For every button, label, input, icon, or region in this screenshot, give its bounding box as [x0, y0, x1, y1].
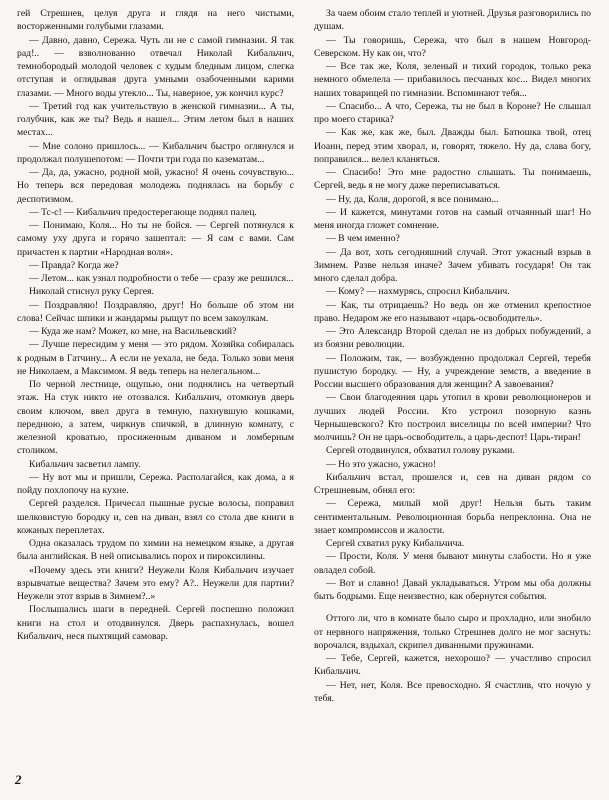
paragraph: По черной лестнице, ощупью, они поднялись на четвертый этаж. На стук никто не отозвался. Кибальчич, отомкнув дверь своим ключом, ввел друга в темную, пахнувшую кошками, переднюю, а затем, чиркнув спичкой, в длинную комнату, с железной кроватью, просиженным диваном и ломберным столиком.	[17, 379, 294, 457]
paragraph: — Куда же нам? Может, ко мне, на Васильевский?	[29, 326, 237, 337]
left-column	[17, 7, 294, 643]
paragraph: — Как же, как же, был. Дважды был. Батюшка твой, отец Иоанн, перед этим хворал, и, говорят, тяжело. Ну да, слава богу, поправился... велел кланяться.	[314, 127, 591, 165]
paragraph: — Мне солоно пришлось... — Кибальчич быстро оглянулся и продолжал полушепотом: — Почти три года по казематам...	[17, 140, 294, 165]
paragraph: — Ну, да, Коля, дорогой, я все понимаю...	[326, 193, 499, 205]
paragraph: — Да вот, хоть сегодняшний случай. Этот ужасный взрыв в Зимнем. Разве нельзя иначе? Зачем убивать государя! Он так много сделал добра.	[314, 246, 591, 284]
paragraph: Послышались шаги в передней. Сергей поспешно положил книги на стол и отодвинулся. Дверь распахнулась, вошел Кибальчич, неся пыхтящий самовар.	[17, 604, 294, 642]
paragraph: — Тебе, Сергей, кажется, нехорошо? — участливо спросил Кибальчич.	[314, 653, 591, 678]
paragraph: — Кому? — нахмурясь, спросил Кибальчич.	[326, 286, 510, 298]
paragraph: — Ты говоришь, Сережа, что был в нашем Новгород-Северском. Ну как он, что?	[314, 34, 591, 59]
paragraph: — В чем именно?	[326, 233, 400, 245]
paragraph: — Лучше пересидим у меня — это рядом. Хозяйка собиралась к родным в Гатчину... А если не уехала, не беда. Только зови меня не Николаем, а Максимом. Я ведь теперь на нелегальном...	[17, 339, 294, 377]
page-number: 2	[15, 772, 22, 787]
paragraph: — Правда? Когда же?	[29, 259, 119, 271]
paragraph: — Поздравляю! Поздравляю, друг! Но больше об этом ни слова! Сейчас шпики и жандармы рыщут по всем закоулкам.	[17, 299, 294, 324]
right-column	[314, 7, 591, 705]
paragraph: — Третий год как учительствую в женской гимназии... А ты, голубчик, как же ты? Ведь я нашел... Этим летом был в наших местах...	[17, 100, 294, 139]
paragraph: гей Стрешнев, целуя друга и глядя на него чистыми, восторженными голубыми глазами.	[17, 8, 294, 33]
paragraph: — Летом... как узнал подробности о тебе — сразу же решился...	[29, 273, 294, 284]
paragraph: Сергей отодвинулся, обхватил голову руками.	[326, 445, 515, 457]
paragraph: — Тс-с! — Кибальчич предостерегающе поднял палец.	[29, 206, 257, 218]
paragraph: — Это Александр Второй сделал не из добрых побуждений, а из боязни революции.	[314, 326, 591, 351]
paragraph: — Сережа, милый мой друг! Нельзя быть таким сентиментальным. Революционная борьба непреклонна. Она не знает компромиссов и жалости.	[314, 498, 591, 536]
paragraph: Сергей разделся. Причесал пышные русые волосы, поправил шелковистую бородку и, сев на диван, взял со стола две книги в кожаных переплетах.	[17, 498, 294, 536]
paragraph: Оттого ли, что в комнате было сыро и прохладно, или знобило от нервного напряжения, только Стрешнев долго не мог заснуть: ворочался, вздыхал, скрипел диванными пружинами.	[314, 613, 591, 651]
paragraph: Сергей схватил руку Кибальчича.	[326, 538, 465, 549]
paragraph: — Все так же, Коля, зеленый и тихий городок, только река немного обмелела — прибавилось песчаных кос... Видел многих наших товарищей по гимназии. Вспоминают тебя...	[314, 61, 591, 99]
paragraph: — Нет, нет, Коля. Все превосходно. Я счастлив, что ночую у тебя.	[314, 679, 591, 704]
paragraph: — Положим, так, — возбужденно продолжал Сергей, теребя пушистую бородку. — Ну, а учреждение земств, а введение в России высшего образования для женщин? А завоевания?	[314, 352, 591, 390]
paragraph: Николай стиснул руку Сергея.	[29, 286, 154, 298]
paragraph: — Спасибо! Это мне радостно слышать. Ты понимаешь, Сергей, ведь я не могу даже переписываться.	[314, 167, 591, 192]
paragraph: «Почему здесь эти книги? Неужели Коля Кибальчич изучает взрывчатые вещества? Зачем это ему? А?.. Неужели для партии? Неужели этот взрыв в Зимнем?..»	[17, 564, 294, 602]
paragraph: — Давно, давно, Сережа. Чуть ли не с самой гимназии. Я так рад!.. — взволнованно отвечал Николай Кибальчич, темнобородый молодой человек с худым бледным лицом, слегка отступая и оглядывая друга умными озабоченными карими глазами. — Много воды утекло... Ты, наверное, уж кончил курс?	[17, 34, 294, 99]
paragraph: — Спасибо... А что, Сережа, ты не был в Короне? Не слышал про моего старика?	[314, 100, 591, 125]
paragraph: — Свои благодеяния царь утопил в крови революционеров и лучших людей России. Кто устроил позорную казнь Чернышевского? Кто построил виселицы по всей империи? Что молчишь? Он не царь-освободитель, а царь-деспот! Царь-тиран!	[314, 392, 591, 443]
paragraph: — Да, да, ужасно, родной мой, ужасно! Я очень сочувствую... Но теперь вся передовая молодежь поднялась на борьбу с деспотизмом.	[17, 167, 294, 205]
paragraph: — И кажется, минутами готов на самый отчаянный шаг! Но меня иногда гложет сомнение.	[314, 206, 591, 231]
paragraph: — Но это ужасно, ужасно!	[326, 458, 437, 470]
paragraph: — Прости, Коля. У меня бывают минуты слабости. Но я уже овладел собой.	[314, 551, 591, 576]
paragraph: — Понимаю, Коля... Но ты не бойся. — Сергей потянулся к самому уху друга и горячо зашептал: — Я сам с вами. Сам причастен к партии «Народная воля».	[17, 220, 294, 258]
paragraph: — Как, ты отрицаешь? Но ведь он же отменил крепостное право. Недаром же его называют «царь-освободитель».	[314, 299, 591, 324]
paragraph: Кибальчич встал, прошелся и, сев на диван рядом со Стрешневым, обнял его:	[314, 471, 591, 496]
paragraph: Одна оказалась трудом по химии на немецком языке, а другая была английская. В ней описывались порох и пироксилины.	[17, 538, 294, 563]
paragraph: За чаем обоим стало теплей и уютней. Друзья разговорились по душам.	[314, 8, 591, 33]
paragraph: Кибальчич засветил лампу.	[29, 458, 141, 470]
paragraph: — Ну вот мы и пришли, Сережа. Располагайся, как дома, а я пойду похлопочу на кухне.	[17, 471, 294, 496]
paragraph: — Вот и славно! Давай укладываться. Утром мы оба должны быть бодрыми. Еще неизвестно, как обернутся события.	[314, 577, 591, 602]
